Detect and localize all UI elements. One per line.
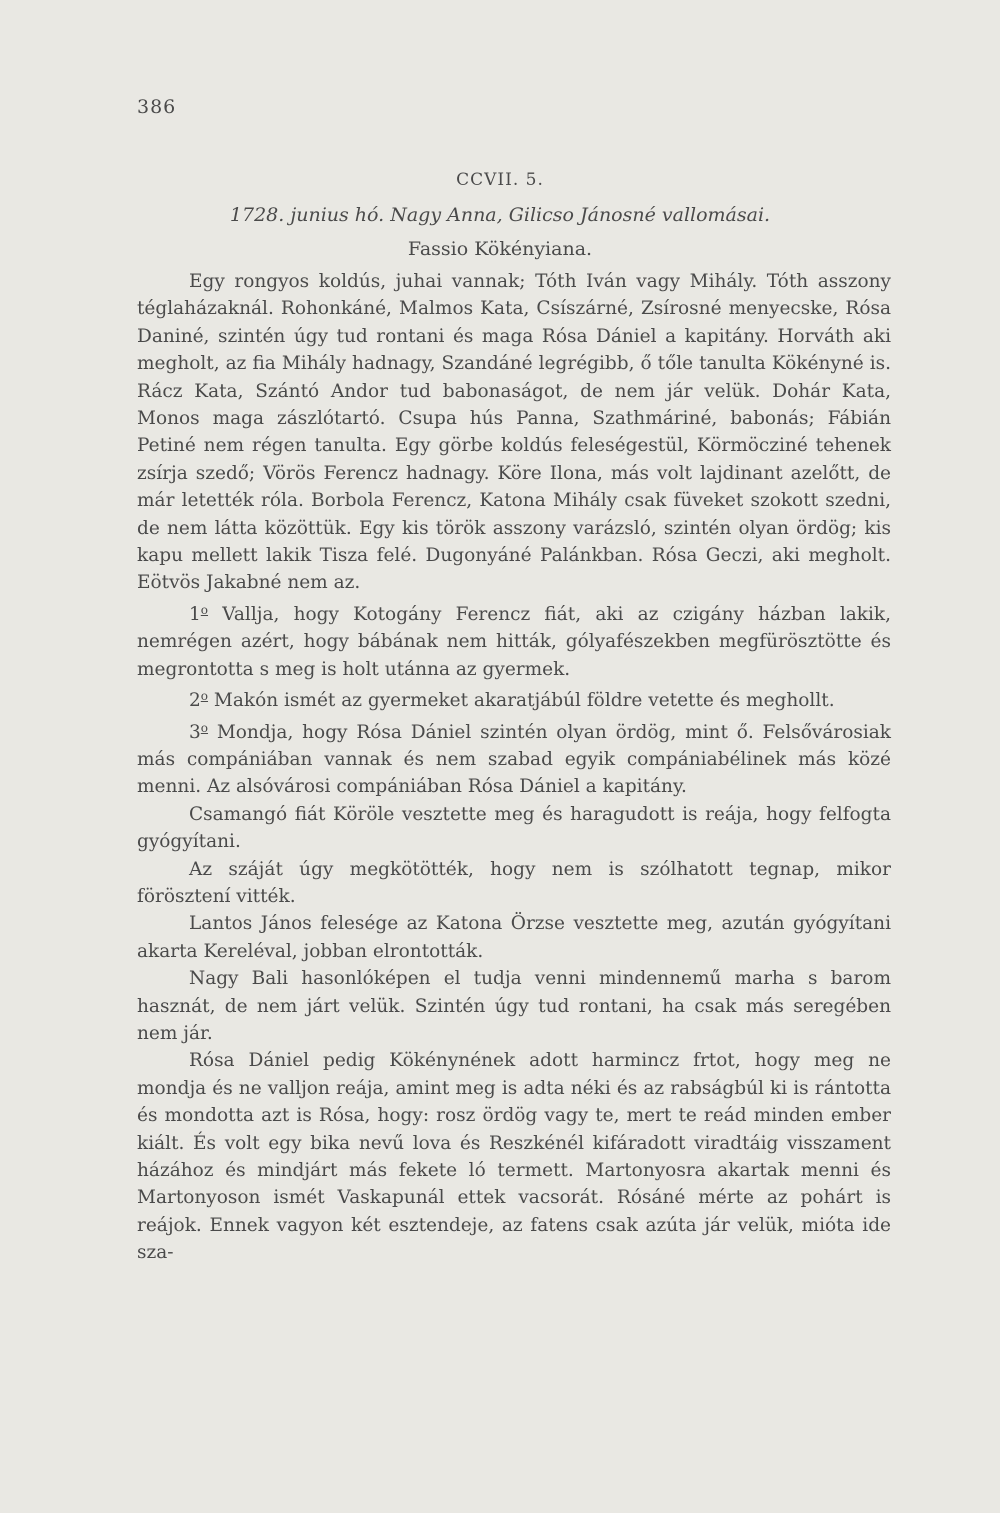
document-title: 1728. junius hó. Nagy Anna, Gilicso Jánosné vallomásai. (229, 204, 771, 226)
page-number: 386 (137, 96, 177, 118)
body-text (137, 268, 891, 1267)
document-subtitle: Fassio Kökényiana. (407, 238, 593, 260)
paragraph: Az száját úgy megkötötték, hogy nem is szólhatott tegnap, mikor förösztení vitték. (137, 858, 891, 907)
paragraph: Lantos János felesége az Katona Örzse vesztette meg, azután gyógyítani akarta Kereléval, jobban elrontották. (137, 913, 891, 962)
paragraph: Csamangó fiát Köröle vesztette meg és haragudott is reája, hogy felfogta gyógyítani. (137, 803, 891, 853)
numbered-paragraph: 1$^o$ Vallja, hogy Kotogány Ferencz fiát, aki az czigány házban lakik, nemrégen azért, hogy bábának nem hitták, gólyafészekben megfürösztötte és megrontotta s meg is holt utánna az gyermek. (137, 602, 891, 680)
paragraph: Rósa Dániel pedig Kökénynének adott harmincz frtot, hogy meg ne mondja és ne valljon reája, amint meg is adta néki és az rabságbúl ki is rántotta és mondotta azt is Rósa, hogy: rosz ördög vagy te, mert te reád minden ember kiált. És volt egy bika nevű lova és Reszkénél kifáradott viradtáig visszament házához és mindjárt más fekete ló termett. Martonyosra akartak menni és Martonyoson ismét Vaskapunál ettek vacsorát. Rósáné mérte az pohárt is reájok. Ennek vagyon két esztendeje, az fatens csak azúta jár velük, mióta ide sza- (137, 1050, 891, 1264)
numbered-paragraph: 3$^o$ Mondja, hogy Rósa Dániel szintén olyan ördög, mint ő. Felsővárosiak más compániában vannak és nem szabad egyik compániabélinek más közé menni. Az alsóvárosi compániában Rósa Dániel a kapitány. (137, 720, 891, 798)
item-number-suffix: o (200, 689, 209, 704)
item-number-suffix: o (200, 602, 209, 617)
item-number: 2 (189, 690, 201, 712)
item-number-suffix: o (200, 720, 209, 735)
item-number: 1 (189, 603, 201, 625)
document-number: CCVII. 5. (456, 170, 544, 190)
numbered-paragraph: 2$^o$ Makón ismét az gyermeket akaratjábúl földre vetette és meghollt. (189, 689, 835, 712)
paragraph: Nagy Bali hasonlóképen el tudja venni mindennemű marha s barom hasznát, de nem járt velük. Szintén úgy tud rontani, ha csak más seregében nem jár. (137, 968, 891, 1044)
item-number: 3 (189, 721, 201, 743)
paragraph: Egy rongyos koldús, juhai vannak; Tóth Iván vagy Mihály. Tóth asszony téglaházaknál. Rohonkáné, Malmos Kata, Csíszárné, Zsírosné menyecske, Rósa Daniné, szintén úgy tud rontani és maga Rósa Dániel a kapitány. Horváth aki megholt, az fia Mihály hadnagy, Szandáné legrégibb, ő tőle tanulta Kökényné is. Rácz Kata, Szántó Andor tud babonaságot, de nem jár velük. Dohár Kata, Monos maga zászlótartó. Csupa hús Panna, Szathmáriné, babonás; Fábián Petiné nem régen tanulta. Egy görbe koldús feleségestül, Körmöcziné tehenek zsírja szedő; Vörös Ferencz hadnagy. Köre Ilona, más volt lajdinant azelőtt, de már letették róla. Borbola Ferencz, Katona Mihály csak füveket szokott szedni, de nem látta közöttük. Egy kis török asszony varázsló, szintén olyan ördög; kis kapu mellett lakik Tisza felé. Dugonyáné Palánkban. Rósa Geczi, aki megholt. Eötvös Jakabné nem az. (137, 271, 891, 594)
